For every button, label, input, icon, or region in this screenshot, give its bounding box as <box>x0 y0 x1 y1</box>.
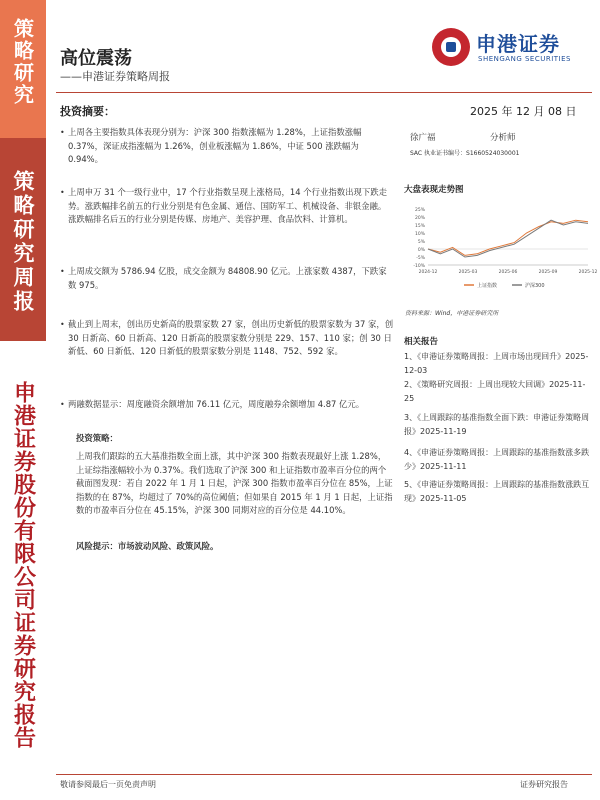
series-line <box>428 220 588 255</box>
y-tick-label: -5% <box>416 256 425 261</box>
logo-english-name: SHENGANG SECURITIES <box>478 55 571 63</box>
analyst-name: 徐广福 <box>410 133 436 143</box>
company-logo <box>432 24 592 74</box>
sidebar-bottom-band <box>0 341 46 800</box>
related-reports-heading: 相关报告 <box>404 337 439 347</box>
analyst-sac-number: SAC 执业证书编号：S1660524030001 <box>410 150 520 157</box>
analyst-role: 分析师 <box>490 133 516 143</box>
x-tick-label: 2025-03 <box>458 270 478 275</box>
legend-label: 上证指数 <box>477 282 498 289</box>
summary-bullet: • 上周各主要指数具体表现分别为：沪深 300 指数涨幅为 1.28%，上证指数涨幅 0.37%，深证成指涨幅为 1.26%，创业板涨幅为 1.86%，中证 500 涨跌幅为 0.94%。 <box>60 127 362 164</box>
related-report-item[interactable]: 4、《申港证券策略周报：上周跟踪的基准指数涨多跌少》2025-11-11 <box>404 448 590 471</box>
related-report-item[interactable]: 3、《上周跟踪的基准指数全面下跌：申港证券策略周报》2025-11-19 <box>404 413 590 436</box>
report-date: 2025 年 12 月 08 日 <box>470 105 577 118</box>
chart-source: 资料来源：Wind，申港证券研究所 <box>405 310 499 317</box>
sidebar-report-type-label: 策略研究周报 <box>11 170 35 314</box>
logo-chinese-name: 申港证券 <box>476 32 560 56</box>
market-trend-svg <box>404 205 598 293</box>
y-tick-label: 15% <box>414 224 425 229</box>
y-tick-label: 20% <box>414 216 425 221</box>
page-subtitle: ——申港证券策略周报 <box>60 70 170 83</box>
summary-bullet: • 截止到上周末，创出历史新高的股票家数 27 家，创出历史新低的股票家数为 37 家，创 30 日新高、60 日新高、120 日新高的股票家数分别是 229、157、110 家；创 30 日新低、60 日新低、120 日新低的股票家数分别是 1148、752、592 家。 <box>60 319 394 356</box>
x-tick-label: 2025-12 <box>578 270 598 275</box>
y-tick-label: 10% <box>414 232 425 237</box>
page-title: 高位震荡 <box>60 48 132 69</box>
series-line <box>428 220 588 257</box>
header-divider <box>56 92 592 93</box>
sidebar-company-label: 申港证券股份有限公司证券研究报告 <box>10 381 36 749</box>
summary-heading: 投资摘要： <box>60 105 115 118</box>
footer-report-type: 证券研究报告 <box>520 780 568 789</box>
strategy-paragraph: 上周我们跟踪的五大基准指数全面上涨，其中沪深 300 指数表现最好上涨 1.28%，上证综指涨幅较小为 0.37%。我们选取了沪深 300 和上证指数市盈率百分位的两个截面图发现：若自 2022 年 1 月 1 日起，沪深 300 指数市盈率百分位在 85%，上证指数的在 87%，均超过了 70%的高位阈值；但如果自 2015 年 1 月 1 日起，上证指数的市盈率百分位在 45.15%，沪深 300 同期对应的百分位是 44.10%。 <box>76 451 393 515</box>
y-tick-label: 0% <box>417 248 425 253</box>
related-report-item[interactable]: 1、《申港证券策略周报：上周市场出现回升》2025-12-03 <box>404 352 589 375</box>
summary-bullet: • 两融数据显示：周度融资余额增加 76.11 亿元，周度融券余额增加 4.87 亿元。 <box>60 399 365 409</box>
x-tick-label: 2025-09 <box>538 270 558 275</box>
y-tick-label: -10% <box>413 264 425 269</box>
y-tick-label: 25% <box>414 208 425 213</box>
shengang-logo-icon <box>432 28 470 66</box>
x-tick-label: 2024-12 <box>418 270 438 275</box>
related-report-item[interactable]: 5、《申港证券策略周报：上周跟踪的基准指数涨跌互现》2025-11-05 <box>404 480 590 503</box>
x-tick-label: 2025-06 <box>498 270 518 275</box>
summary-bullet: • 上周成交额为 5786.94 亿股，成交金额为 84808.90 亿元。上涨家数 4387，下跌家数 975。 <box>60 266 387 290</box>
sidebar-category-label: 策略研究 <box>10 18 35 106</box>
strategy-heading: 投资策略： <box>76 433 118 443</box>
sidebar-top-band <box>0 0 46 138</box>
footer-divider <box>56 774 592 775</box>
risk-note: 风险提示：市场波动风险、政策风险。 <box>76 541 219 551</box>
summary-bullet: • 上周申万 31 个一级行业中，17 个行业指数呈现上涨格局，14 个行业指数出现下跌走势。涨跌幅排名前五的行业分别是有色金属、通信、国防军工、机械设备、非银金融。涨跌幅排名后五的行业分别是传媒、房地产、美容护理、食品饮料、计算机。 <box>60 187 387 224</box>
legend-label: 沪深300 <box>525 282 545 289</box>
sidebar-mid-band <box>0 138 46 341</box>
footer-disclaimer: 敬请参阅最后一页免责声明 <box>60 780 156 789</box>
market-trend-chart <box>404 205 598 293</box>
y-tick-label: 5% <box>417 240 425 245</box>
related-report-item[interactable]: 2、《策略研究周报：上周出现较大回调》2025-11-25 <box>404 380 586 403</box>
chart-title: 大盘表现走势图 <box>404 185 464 195</box>
